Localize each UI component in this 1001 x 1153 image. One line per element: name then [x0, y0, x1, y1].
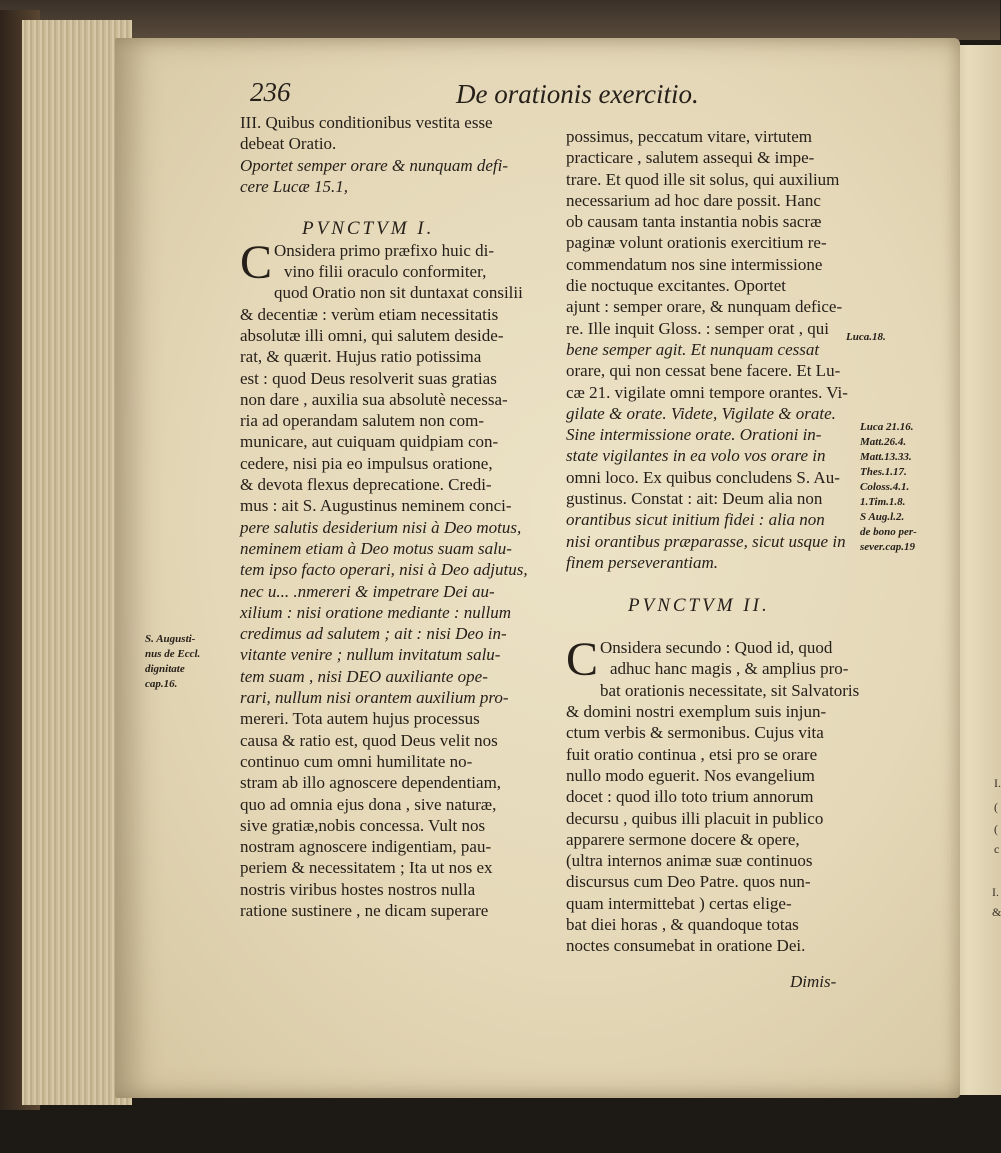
catchword: Dimis-	[790, 972, 837, 991]
text-line-content: periem & necessitatem ; Ita ut nos ex	[240, 858, 493, 878]
text-line-content: & decentiæ : verùm etiam necessitatis	[240, 304, 499, 324]
text-line	[566, 339, 848, 360]
text-line-content: gustinus. Constat : ait: Deum alia non	[566, 489, 823, 509]
text-line-content: neminem etiam à Deo motus suam salu-	[240, 538, 512, 558]
text-line-content: mereri. Tota autem hujus processus	[240, 709, 480, 729]
text-line-content: docet : quod illo toto trium annorum	[566, 787, 814, 807]
text-line-content: bat diei horas , & quandoque totas	[566, 914, 799, 934]
text-line-content: nullo modo eguerit. Nos evangelium	[566, 765, 815, 785]
margin-note-line: Matt.26.4.	[860, 436, 907, 448]
text-line	[566, 232, 848, 253]
text-line	[240, 857, 528, 878]
right-text-column	[566, 126, 860, 957]
edge-fragment: I.	[992, 885, 999, 899]
text-line-content: nostram agnoscere indigentiam, pau-	[240, 837, 492, 857]
text-line-content: Oportet semper orare & nunquam defi-	[240, 155, 509, 175]
margin-note-left	[145, 632, 200, 692]
margin-note-right-mid	[860, 420, 917, 555]
text-line-content: trare. Et quod ille sit solus, qui auxilium	[566, 169, 840, 189]
text-line-content: discursus cum Deo Patre. quos nun-	[566, 872, 811, 892]
drop-cap: C	[240, 235, 273, 289]
text-line	[240, 517, 528, 538]
margin-note-right-top	[846, 330, 886, 345]
text-line-content: nisi orantibus præparasse, sicut usque in	[566, 531, 846, 551]
text-line	[240, 325, 528, 346]
text-line	[240, 772, 528, 793]
text-line-content: PVNCTVM II.	[628, 594, 770, 616]
text-line	[566, 445, 848, 466]
text-line	[566, 680, 860, 701]
text-line-content: necessarium ad hoc dare possit. Hanc	[566, 190, 821, 210]
edge-fragment: I.	[994, 776, 1001, 790]
text-line-content: re. Ille inquit Gloss. : semper orat , qui	[566, 318, 829, 338]
text-line-content: sive gratiæ,nobis concessa. Vult nos	[240, 815, 486, 835]
text-line	[566, 382, 848, 403]
text-line	[566, 318, 848, 339]
text-line	[566, 509, 848, 530]
text-line-content: tem ipso facto operari, nisi à Deo adjutus,	[240, 560, 528, 580]
text-line	[240, 666, 528, 687]
text-line	[566, 616, 848, 637]
text-line	[240, 474, 528, 495]
text-line	[240, 176, 528, 197]
margin-note-line: sever.cap.19	[860, 541, 915, 553]
text-line	[566, 893, 848, 914]
text-line-content: orare, qui non cessat bene facere. Et Lu-	[566, 361, 841, 381]
text-line	[240, 410, 528, 431]
text-line	[240, 581, 528, 602]
text-line	[566, 552, 848, 573]
text-line-content: noctes consumebat in oratione Dei.	[566, 936, 806, 956]
text-line-content: possimus, peccatum vitare, virtutem	[566, 127, 812, 146]
text-line	[566, 744, 848, 765]
text-line-content: rat, & quærit. Hujus ratio potissima	[240, 347, 482, 367]
text-line	[566, 765, 848, 786]
text-line-content: omni loco. Ex quibus concludens S. Au-	[566, 467, 840, 487]
text-line	[566, 211, 848, 232]
text-line-content: quam intermittebat ) certas elige-	[566, 893, 792, 913]
text-line-content: nostris viribus hostes nostros nulla	[240, 879, 476, 899]
text-line	[566, 531, 848, 552]
text-line-content: stram ab illo agnoscere dependentiam,	[240, 773, 502, 793]
text-line	[240, 368, 528, 389]
text-line	[240, 559, 528, 580]
text-line	[240, 112, 528, 133]
text-line-content: decursu , quibus illi placuit in publico	[566, 808, 824, 828]
text-line	[566, 275, 848, 296]
text-line-content: nec u... .nmereri & impetrare Dei au-	[240, 581, 495, 601]
margin-note-line: S Aug.l.2.	[860, 511, 905, 523]
text-line	[240, 815, 528, 836]
text-line-content: apparere sermone docere & opere,	[566, 829, 800, 849]
margin-note-line: S. Augusti-	[145, 633, 196, 645]
text-line	[566, 360, 848, 381]
text-line-content: ob causam tanta instantia nobis sacræ	[566, 212, 822, 232]
text-line-content: ajunt : semper orare, & nunquam defice-	[566, 297, 843, 317]
text-line	[240, 346, 528, 367]
margin-note-line: Luca.18.	[846, 331, 886, 343]
text-line	[566, 595, 848, 616]
text-line	[566, 467, 848, 488]
text-line-content: vitante venire ; nullum invitatum salu-	[240, 645, 501, 665]
edge-fragment: &	[992, 905, 1001, 919]
text-line	[240, 836, 528, 857]
text-line-content: absolutæ illi omni, qui salutem deside-	[240, 325, 504, 345]
left-text-column	[240, 112, 528, 921]
text-line	[566, 850, 848, 871]
text-line	[240, 155, 528, 176]
margin-note-line: Coloss.4.1.	[860, 481, 910, 493]
text-line	[566, 786, 848, 807]
text-line-content: cere Lucæ 15.1,	[240, 176, 348, 196]
text-line	[240, 431, 528, 452]
text-line	[566, 488, 848, 509]
text-line	[240, 623, 528, 644]
edge-fragment: c	[994, 842, 1000, 856]
text-line	[566, 808, 848, 829]
text-line	[566, 722, 848, 743]
margin-note-line: Thes.1.17.	[860, 466, 907, 478]
text-line-content: commendatum nos sine intermissione	[566, 254, 823, 274]
book-top-edge	[0, 0, 1000, 40]
text-line	[240, 687, 528, 708]
text-line	[240, 602, 528, 623]
text-line	[566, 573, 848, 594]
text-line	[240, 304, 528, 325]
text-line	[566, 935, 848, 956]
margin-note-line: nus de Eccl.	[145, 648, 201, 660]
text-line-content: rari, nullum nisi orantem auxilium pro-	[240, 688, 509, 708]
text-line	[566, 424, 848, 445]
text-line	[566, 914, 848, 935]
text-line	[566, 296, 848, 317]
text-line	[240, 495, 528, 516]
margin-note-line: dignitate	[145, 663, 185, 675]
text-line	[566, 829, 848, 850]
text-line	[240, 282, 528, 303]
text-line-content: ratione sustinere , ne dicam superare	[240, 900, 489, 920]
text-line-content: bene semper agit. Et nunquam cessat	[566, 339, 820, 359]
margin-note-line: 1.Tim.1.8.	[860, 496, 906, 508]
text-line-content: gilate & orate. Videte, Vigilate & orate.	[566, 403, 836, 423]
text-line	[240, 389, 528, 410]
text-line-content: cæ 21. vigilate omni tempore orantes. Vi-	[566, 382, 848, 402]
text-line-content: paginæ volunt orationis exercitium re-	[566, 233, 827, 253]
text-line	[240, 879, 528, 900]
text-line	[240, 900, 528, 921]
edge-fragment: (	[994, 822, 998, 836]
text-line-content: fuit oratio continua , etsi pro se orare	[566, 744, 818, 764]
text-line-content: xilium : nisi oratione mediante : nullum	[240, 602, 512, 622]
text-line	[240, 453, 528, 474]
text-line-content: debeat Oratio.	[240, 134, 337, 154]
text-line-content: adhuc hanc magis , & amplius pro-	[610, 659, 849, 679]
text-line	[240, 538, 528, 559]
text-line	[240, 261, 528, 282]
text-line-content: municare, aut cuiquam quidpiam con-	[240, 432, 499, 452]
text-line	[566, 871, 848, 892]
text-line-content: orantibus sicut initium fidei : alia non	[566, 510, 825, 530]
text-line-content: tem suam , nisi DEO auxiliante ope-	[240, 666, 488, 686]
text-line-content: state vigilantes in ea volo vos orare in	[566, 446, 826, 466]
text-line	[240, 218, 528, 239]
text-line-content: cedere, nisi pia eo impulsus oratione,	[240, 453, 493, 473]
text-line-content: est : quod Deus resolverit suas gratias	[240, 368, 497, 388]
text-line-content: mus : ait S. Augustinus neminem conci-	[240, 496, 512, 516]
margin-note-line: cap.16.	[145, 678, 178, 690]
text-line	[566, 169, 848, 190]
text-line	[240, 751, 528, 772]
text-line-content: continuo cum omni humilitate no-	[240, 751, 473, 771]
text-line	[240, 708, 528, 729]
text-line-content: ctum verbis & sermonibus. Cujus vita	[566, 723, 824, 743]
text-line-content: PVNCTVM I.	[302, 218, 435, 240]
text-line	[566, 254, 848, 275]
text-line	[566, 126, 848, 147]
drop-cap: C	[566, 633, 599, 687]
text-line-content: finem perseverantiam.	[566, 552, 719, 572]
page-number: 236	[250, 77, 291, 107]
text-line	[240, 133, 528, 154]
text-line-content: vino filii oraculo conformiter,	[284, 262, 487, 282]
text-line	[240, 644, 528, 665]
text-line-content: bat orationis necessitate, sit Salvatoris	[600, 680, 860, 700]
text-line	[566, 403, 848, 424]
text-line-content: III. Quibus conditionibus vestita esse	[240, 113, 493, 132]
text-line	[240, 794, 528, 815]
text-line-content: Sine intermissione orate. Orationi in-	[566, 425, 822, 445]
margin-note-line: Matt.13.33.	[860, 451, 912, 463]
text-line	[240, 730, 528, 751]
text-line-content: causa & ratio est, quod Deus velit nos	[240, 730, 498, 750]
text-line-content: Onsidera secundo : Quod id, quod	[600, 638, 833, 658]
text-line-content: & devota flexus deprecatione. Credi-	[240, 475, 492, 495]
text-line	[566, 147, 848, 168]
running-title: De orationis exercitio.	[456, 79, 699, 109]
text-line	[566, 701, 848, 722]
text-line-content: (ultra internos animæ suæ continuos	[566, 851, 813, 871]
text-line-content: quod Oratio non sit duntaxat consilii	[274, 283, 523, 303]
edge-fragment: (	[994, 800, 998, 814]
text-line-content: practicare , salutem assequi & impe-	[566, 148, 815, 168]
text-line-content: ria ad operandam salutem non com-	[240, 411, 485, 431]
text-line-content: quo ad omnia ejus dona , sive naturæ,	[240, 794, 497, 814]
text-line-content: pere salutis desiderium nisi à Deo motus,	[240, 517, 522, 537]
text-line-content: credimus ad salutem ; ait : nisi Deo in-	[240, 624, 507, 644]
text-line-content: Onsidera primo præfixo huic di-	[274, 240, 495, 260]
margin-note-line: de bono per-	[860, 526, 917, 538]
text-line	[240, 197, 528, 218]
text-line-content: & domini nostri exemplum suis injun-	[566, 702, 827, 722]
text-line-content: die noctuque excitantes. Oportet	[566, 276, 786, 296]
text-line-content: non dare , auxilia sua absolutè necessa-	[240, 389, 508, 409]
text-line	[566, 658, 848, 679]
margin-note-line: Luca 21.16.	[860, 421, 914, 433]
text-line	[566, 190, 848, 211]
